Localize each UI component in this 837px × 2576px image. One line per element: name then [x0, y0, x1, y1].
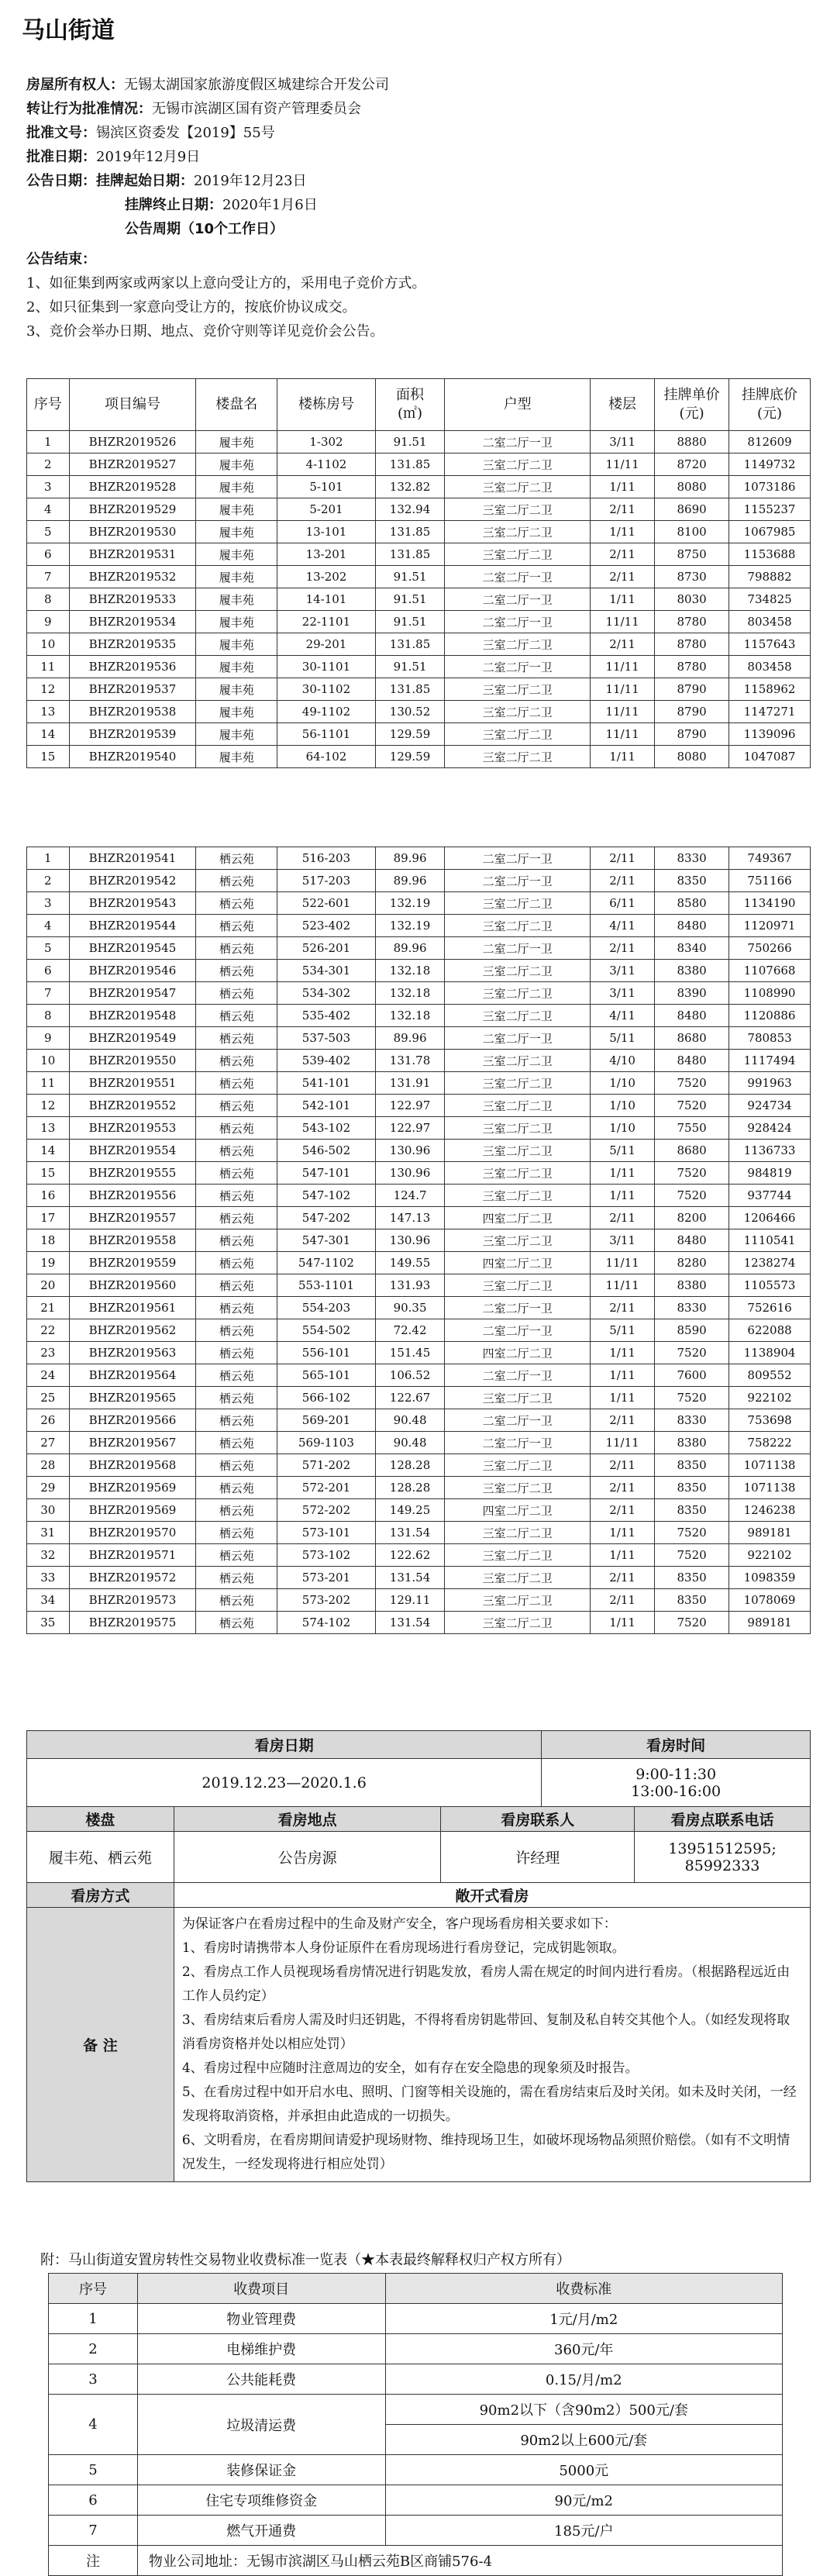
fee-row: 3 公共能耗费 0.15/月/m2: [49, 2364, 783, 2395]
approval-doc: 锡滨区资委发【2019】55号: [96, 125, 275, 141]
table-row: 24 BHZR2019564 栖云苑 565-101 106.52 二室二厅一卫 1/11 7600 809552: [27, 1364, 811, 1387]
column-header: 序号: [27, 379, 70, 431]
column-header: 楼盘名: [196, 379, 277, 431]
table-row: 17 BHZR2019557 栖云苑 547-202 147.13 四室二厅二卫 2/11 8200 1206466: [27, 1207, 811, 1229]
table-row: 31 BHZR2019570 栖云苑 573-101 131.54 三室二厅二卫 1/11 7520 989181: [27, 1522, 811, 1544]
contact: 许经理: [441, 1832, 635, 1883]
table-row: 20 BHZR2019560 栖云苑 553-1101 131.93 三室二厅二卫 11/11 8380 1105573: [27, 1274, 811, 1297]
table-row: 13 BHZR2019553 栖云苑 543-102 122.97 三室二厅二卫 1/10 7550 928424: [27, 1117, 811, 1140]
table-row: 16 BHZR2019556 栖云苑 547-102 124.7 三室二厅二卫 1/11 7520 937744: [27, 1185, 811, 1207]
table-row: 14 BHZR2019554 栖云苑 546-502 130.96 三室二厅二卫 5/11 8680 1136733: [27, 1140, 811, 1162]
table-row: 10 BHZR2019535 履丰苑 29-201 131.85 三室二厅二卫 2/11 8780 1157643: [27, 633, 811, 656]
place: 公告房源: [174, 1832, 441, 1883]
table-row: 21 BHZR2019561 栖云苑 554-203 90.35 二室二厅一卫 2/11 8330 752616: [27, 1297, 811, 1319]
table-row: 5 BHZR2019530 履丰苑 13-101 131.85 三室二厅二卫 1/11 8100 1067985: [27, 521, 811, 543]
table-row: 9 BHZR2019534 履丰苑 22-1101 91.51 二室二厅一卫 11/11 8780 803458: [27, 611, 811, 633]
fee-table-title: 附：马山街道安置房转性交易物业收费标准一览表（★本表最终解释权归产权方所有）: [40, 2252, 570, 2268]
start-date: 2019年12月23日: [194, 173, 307, 189]
table-row: 28 BHZR2019568 栖云苑 571-202 128.28 三室二厅二卫 2/11 8350 1071138: [27, 1454, 811, 1477]
announcement-info: 房屋所有权人：无锡太湖国家旅游度假区城建综合开发公司 转让行为批准情况：无锡市滨湖区国有资产管理委员会 批准文号：锡滨区资委发【2019】55号 批准日期：2019年12月9日 公告日期：挂牌起始日期：2019年12月23日 挂牌终止日期：2020年1月6日 公告周期（10个工作日） 公告结束： 1、如征集到两家或两家以上意向受让方的，采用电子竞价方式。 2、如只征集到一家意向受让方的，按底价协议成交。 3、竞价会举办日期、地点、竞价守则等详见竞价会公告。: [26, 73, 801, 343]
fee-row: 1 物业管理费 1元/月/m2: [49, 2304, 783, 2334]
table-row: 13 BHZR2019538 履丰苑 49-1102 130.52 三室二厅二卫 11/11 8790 1147271: [27, 701, 811, 723]
table-row: 32 BHZR2019571 栖云苑 573-102 122.62 三室二厅二卫 1/11 7520 922102: [27, 1544, 811, 1567]
column-header: 户型: [445, 379, 591, 431]
column-header: 楼栋房号: [277, 379, 376, 431]
approver: 无锡市滨湖区国有资产管理委员会: [152, 101, 361, 117]
contact-header: 看房联系人: [441, 1807, 635, 1832]
phone: 13951512595; 85992333: [635, 1832, 811, 1883]
column-header: 楼层: [591, 379, 655, 431]
table-row: 23 BHZR2019563 栖云苑 556-101 151.45 四室二厅二卫 1/11 7520 1138904: [27, 1342, 811, 1364]
viewing-schedule: [26, 1730, 811, 2182]
view-date-header: 看房日期: [27, 1731, 542, 1759]
announce-period: 公告周期（10个工作日）: [125, 221, 284, 237]
table-row: 1 BHZR2019526 履丰苑 1-302 91.51 二室二厅一卫 3/11 8880 812609: [27, 431, 811, 453]
end-date: 2020年1月6日: [222, 197, 318, 213]
table-row: 35 BHZR2019575 栖云苑 574-102 131.54 三室二厅二卫 1/11 7520 989181: [27, 1612, 811, 1634]
column-header: 面积 (㎡): [375, 379, 445, 431]
page-title: 马山街道: [22, 17, 115, 44]
table-row: 2 BHZR2019542 栖云苑 517-203 89.96 二室二厅一卫 2/11 8350 751166: [27, 870, 811, 892]
table-row: 1 BHZR2019541 栖云苑 516-203 89.96 二室二厅一卫 2/11 8330 749367: [27, 847, 811, 870]
table-row: 6 BHZR2019546 栖云苑 534-301 132.18 三室二厅二卫 3/11 8380 1107668: [27, 960, 811, 982]
table-row: 7 BHZR2019547 栖云苑 534-302 132.18 三室二厅二卫 3/11 8390 1108990: [27, 982, 811, 1005]
table-row: 3 BHZR2019528 履丰苑 5-101 132.82 三室二厅二卫 1/11 8080 1073186: [27, 476, 811, 498]
table-row: 33 BHZR2019572 栖云苑 573-201 131.54 三室二厅二卫 2/11 8350 1098359: [27, 1567, 811, 1589]
table-row: 19 BHZR2019559 栖云苑 547-1102 149.55 四室二厅二卫 11/11 8280 1238274: [27, 1252, 811, 1274]
table-row: 8 BHZR2019533 履丰苑 14-101 91.51 二室二厅一卫 1/11 8030 734825: [27, 588, 811, 611]
fee-table: 序号 收费项目 收费标准 1 物业管理费 1元/月/m2 2 电梯维护费 360元/年 3 公共能耗费 0.15/月/m2 4 垃圾清运费 90m2以下（含90m2）500元/套 90m2以上600元/套 5 装修保证金 5000元 6 住宅专项维修资金 90元/m2 7 燃气开通费 185元/户 注 物业公司地址：无锡市滨湖区马山栖云苑B区商铺576-4: [48, 2273, 783, 2576]
table-row: 7 BHZR2019532 履丰苑 13-202 91.51 二室二厅一卫 2/11 8730 798882: [27, 566, 811, 588]
table-row: 11 BHZR2019536 履丰苑 30-1101 91.51 二室二厅一卫 11/11 8780 803458: [27, 656, 811, 678]
table-row: 18 BHZR2019558 栖云苑 547-301 130.96 三室二厅二卫 3/11 8480 1110541: [27, 1229, 811, 1252]
table-row: 30 BHZR2019569 栖云苑 572-202 149.25 四室二厅二卫 2/11 8350 1246238: [27, 1499, 811, 1522]
table-row: 12 BHZR2019552 栖云苑 542-101 122.97 三室二厅二卫 1/10 7520 924734: [27, 1095, 811, 1117]
table-row: 10 BHZR2019550 栖云苑 539-402 131.78 三室二厅二卫 4/10 8480 1117494: [27, 1050, 811, 1072]
listing-table-lvfeng: [26, 378, 811, 768]
table-row: 22 BHZR2019562 栖云苑 554-502 72.42 二室二厅一卫 5/11 8590 622088: [27, 1319, 811, 1342]
approval-date: 2019年12月9日: [96, 149, 201, 165]
table-row: 9 BHZR2019549 栖云苑 537-503 89.96 二室二厅一卫 5/11 8680 780853: [27, 1027, 811, 1050]
table-row: 12 BHZR2019537 履丰苑 30-1102 131.85 三室二厅二卫 11/11 8790 1158962: [27, 678, 811, 701]
note-2: 2、如只征集到一家意向受让方的，按底价协议成交。: [26, 299, 356, 316]
notes-title: 公告结束：: [26, 251, 96, 267]
table-row: 15 BHZR2019540 履丰苑 64-102 129.59 三室二厅二卫 1/11 8080 1047087: [27, 746, 811, 768]
table-row: 29 BHZR2019569 栖云苑 572-201 128.28 三室二厅二卫 2/11 8350 1071138: [27, 1477, 811, 1499]
column-header: 挂牌单价 (元): [655, 379, 729, 431]
fee-row: 4 垃圾清运费 90m2以下（含90m2）500元/套: [49, 2395, 783, 2425]
viewing-rules: 为保证客户在看房过程中的生命及财产安全，客户现场看房相关要求如下： 1、看房时请携带本人身份证原件在看房现场进行看房登记，完成钥匙领取。 2、看房点工作人员视现场看房情况进行钥匙发放，看房人需在规定的时间内进行看房。（根据路程远近由工作人员约定） 3、看房结束后看房人需及时归还钥匙，不得将看房钥匙带回、复制及私自转交其他个人。（如经发现将取消看房资格并处以相应处罚） 4、看房过程中应随时注意周边的安全，如有存在安全隐患的现象须及时报告。 5、在看房过程中如开启水电、照明、门窗等相关设施的，需在看房结束后及时关闭。如未及时关闭，一经发现将取消资格，并承担由此造成的一切损失。 6、文明看房，在看房期间请爱护现场财物、维持现场卫生，如破坏现场物品须照价赔偿。（如有不文明情况发生，一经发现将进行相应处罚）: [174, 1908, 810, 2182]
table-row: 3 BHZR2019543 栖云苑 522-601 132.19 三室二厅二卫 6/11 8580 1134190: [27, 892, 811, 915]
table-row: 8 BHZR2019548 栖云苑 535-402 132.18 三室二厅二卫 4/11 8480 1120886: [27, 1005, 811, 1027]
table-row: 4 BHZR2019529 履丰苑 5-201 132.94 三室二厅二卫 2/11 8690 1155237: [27, 498, 811, 521]
phone-header: 看房点联系电话: [635, 1807, 811, 1832]
fee-row: 7 燃气开通费 185元/户: [49, 2516, 783, 2546]
owner: 无锡太湖国家旅游度假区城建综合开发公司: [124, 77, 389, 93]
view-mode: 敞开式看房: [174, 1883, 810, 1908]
fee-row: 90m2以上600元/套: [49, 2425, 783, 2455]
table-row: 25 BHZR2019565 栖云苑 566-102 122.67 三室二厅二卫 1/11 7520 922102: [27, 1387, 811, 1409]
table-row: 5 BHZR2019545 栖云苑 526-201 89.96 二室二厅一卫 2/11 8340 750266: [27, 937, 811, 960]
estate: 履丰苑、栖云苑: [27, 1832, 174, 1883]
fee-row: 6 住宅专项维修资金 90元/m2: [49, 2485, 783, 2516]
view-time-header: 看房时间: [542, 1731, 811, 1759]
table-row: 4 BHZR2019544 栖云苑 523-402 132.19 三室二厅二卫 4/11 8480 1120971: [27, 915, 811, 937]
note-1: 1、如征集到两家或两家以上意向受让方的，采用电子竞价方式。: [26, 275, 426, 291]
table-row: 34 BHZR2019573 栖云苑 573-202 129.11 三室二厅二卫 2/11 8350 1078069: [27, 1589, 811, 1612]
fee-row: 5 装修保证金 5000元: [49, 2455, 783, 2485]
table-row: 2 BHZR2019527 履丰苑 4-1102 131.85 三室二厅二卫 11/11 8720 1149732: [27, 453, 811, 476]
fee-footer: 注 物业公司地址：无锡市滨湖区马山栖云苑B区商铺576-4: [49, 2546, 783, 2576]
remark-header: 备 注: [27, 1908, 174, 2182]
table-row: 14 BHZR2019539 履丰苑 56-1101 129.59 三室二厅二卫 11/11 8790 1139096: [27, 723, 811, 746]
view-time: 9:00-11:30 13:00-16:00: [542, 1759, 811, 1807]
table-row: 26 BHZR2019566 栖云苑 569-201 90.48 二室二厅一卫 2/11 8330 753698: [27, 1409, 811, 1432]
table-row: 15 BHZR2019555 栖云苑 547-101 130.96 三室二厅二卫 1/11 7520 984819: [27, 1162, 811, 1185]
place-header: 看房地点: [174, 1807, 441, 1832]
listing-table-qiyun: [26, 847, 811, 1634]
fee-row: 2 电梯维护费 360元/年: [49, 2334, 783, 2364]
table-header: [27, 379, 811, 431]
note-3: 3、竞价会举办日期、地点、竞价守则等详见竞价会公告。: [26, 323, 384, 340]
estate-header: 楼盘: [27, 1807, 174, 1832]
table-row: 6 BHZR2019531 履丰苑 13-201 131.85 三室二厅二卫 2/11 8750 1153688: [27, 543, 811, 566]
table-row: 11 BHZR2019551 栖云苑 541-101 131.91 三室二厅二卫 1/10 7520 991963: [27, 1072, 811, 1095]
view-date: 2019.12.23—2020.1.6: [27, 1759, 542, 1807]
column-header: 项目编号: [69, 379, 196, 431]
table-row: 27 BHZR2019567 栖云苑 569-1103 90.48 二室二厅一卫 11/11 8380 758222: [27, 1432, 811, 1454]
column-header: 挂牌底价 (元): [729, 379, 811, 431]
mode-header: 看房方式: [27, 1883, 174, 1908]
